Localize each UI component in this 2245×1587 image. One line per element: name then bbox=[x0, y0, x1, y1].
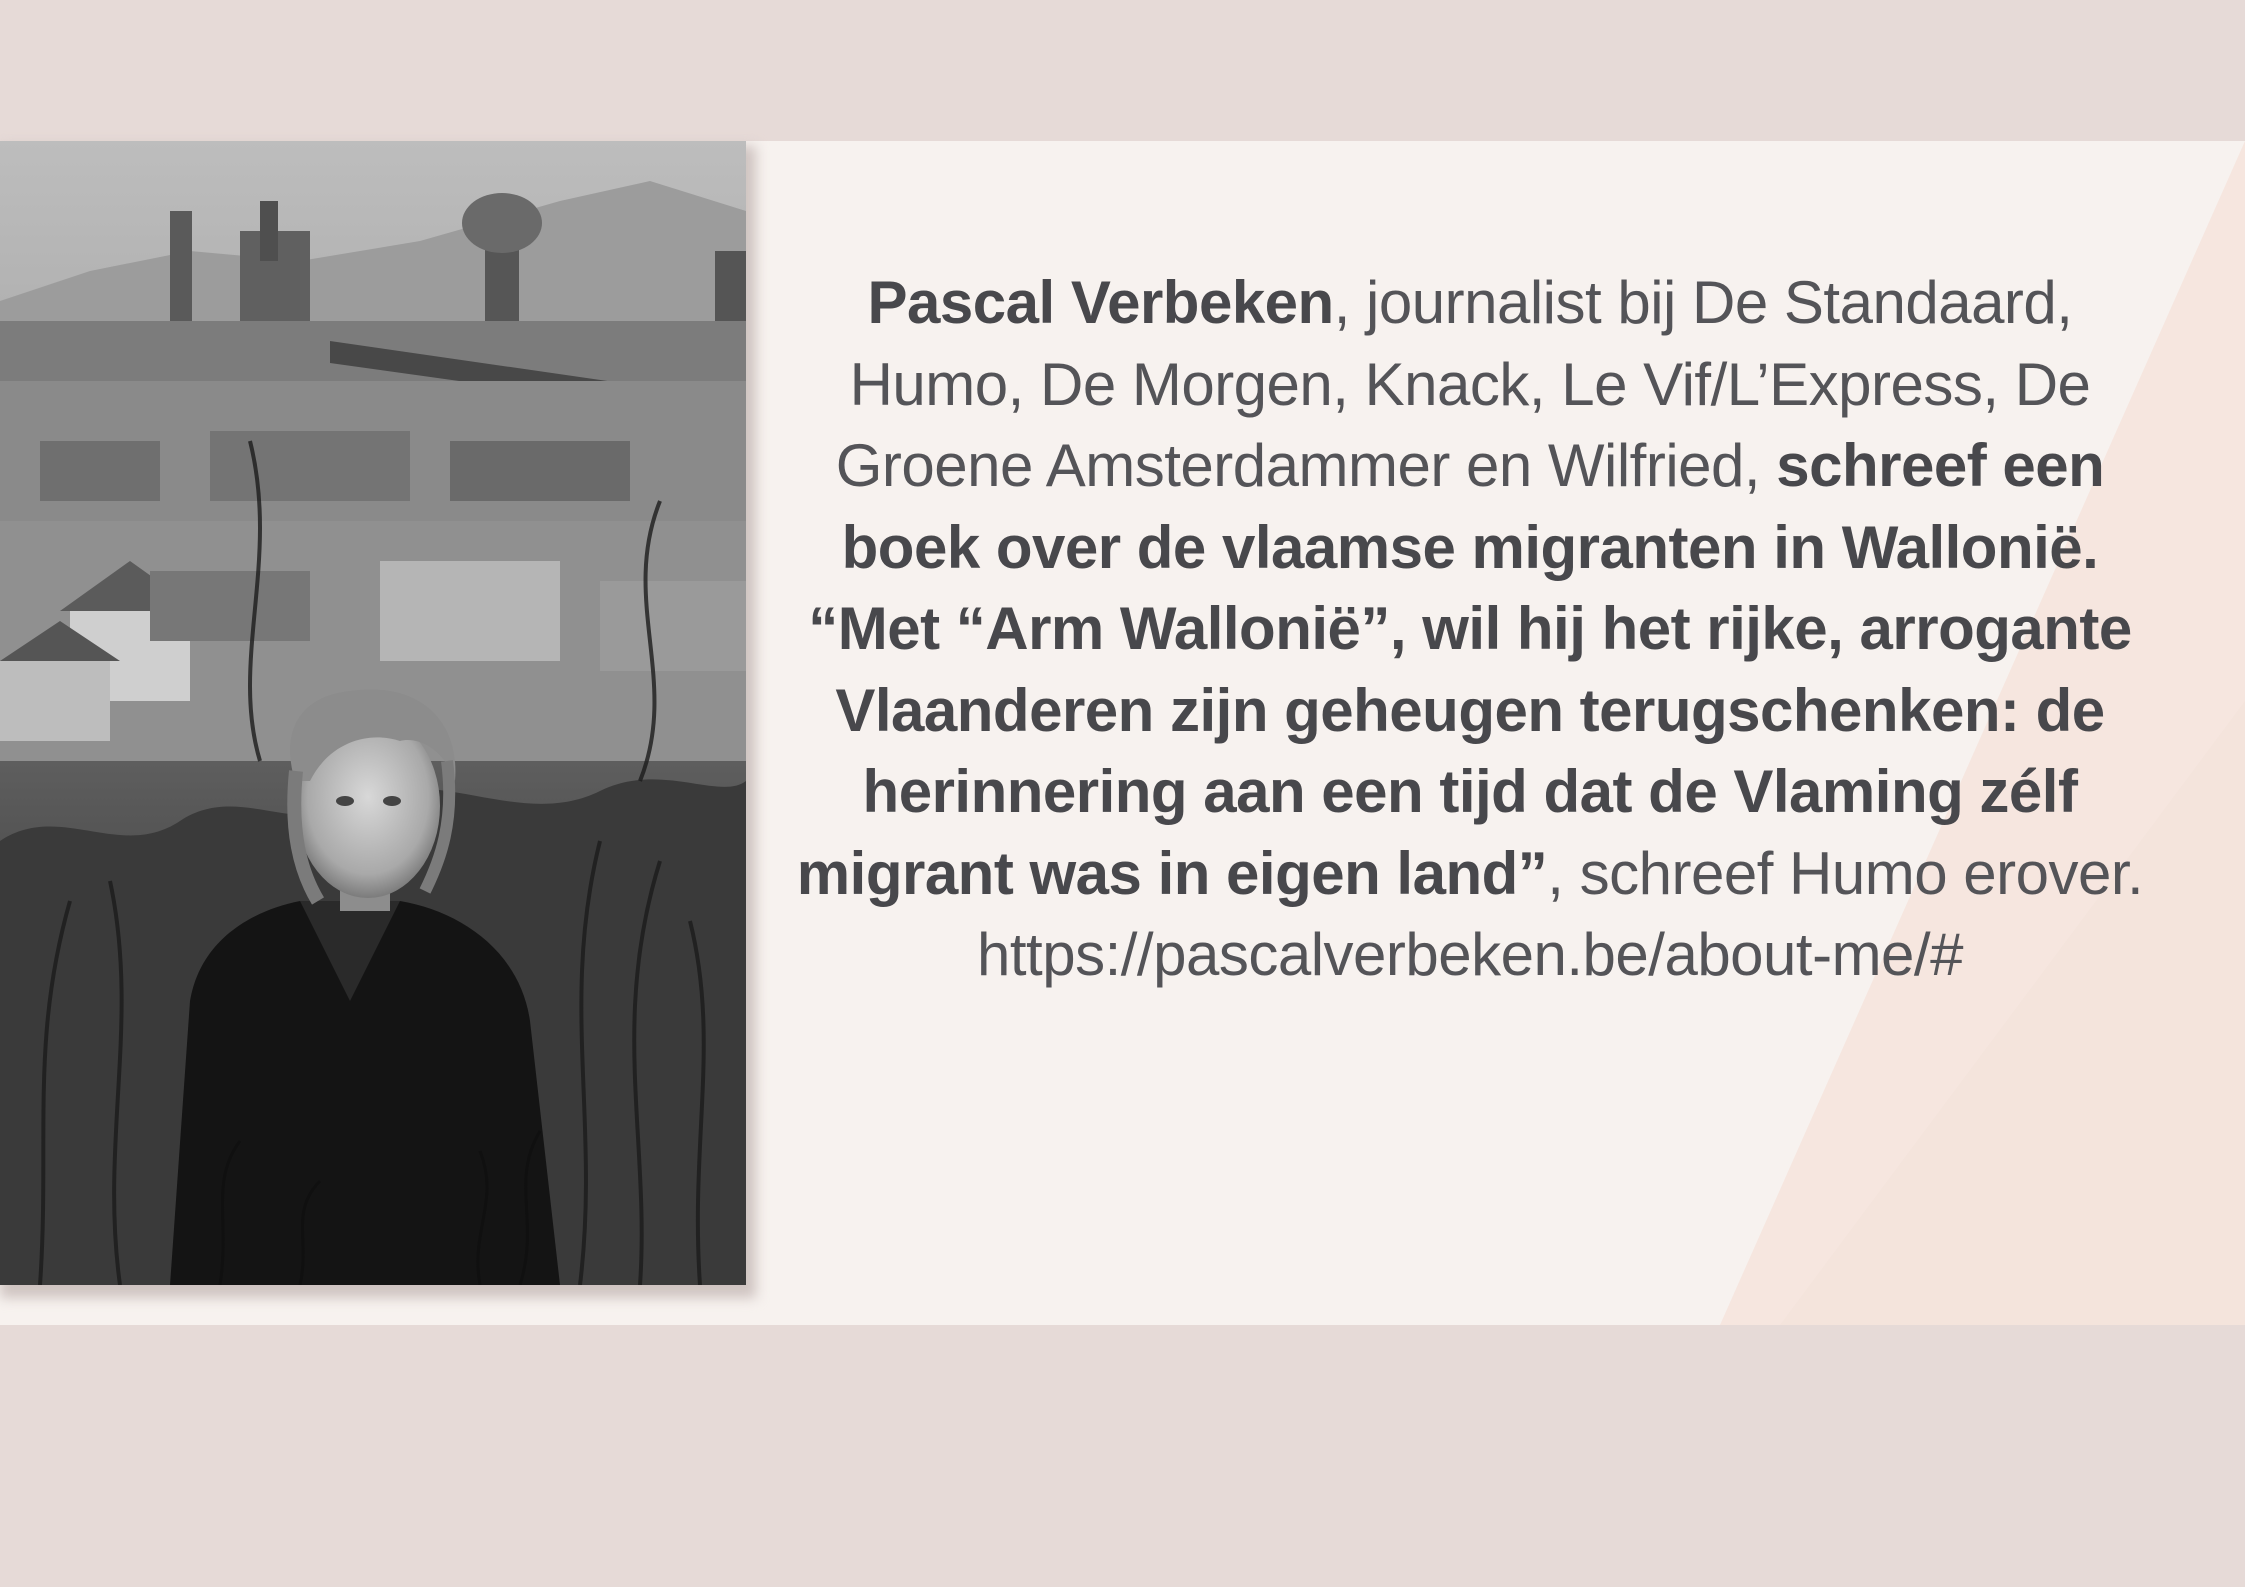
author-name: Pascal Verbeken bbox=[867, 269, 1334, 336]
quote-text bbox=[790, 262, 2150, 996]
quote-intro: , journalist bij De Standaard, Humo, De Morgen, Knack, Le Vif/L’Express, De Groene Amsterdammer en Wilfried, bbox=[835, 269, 2091, 499]
quote-bold-text: schreef een boek over de vlaamse migranten in Wallonië. “Met “Arm Wallonië”, wil hij het rijke, arrogante Vlaanderen zijn geheugen terugschenken: de herinnering aan een tijd dat de Vlaming zélf migrant was in eigen land” bbox=[796, 432, 2132, 907]
portrait-photo bbox=[0, 141, 746, 1285]
quote-outro: , schreef Humo erover. bbox=[1547, 839, 2144, 907]
source-url-link[interactable]: https://pascalverbeken.be/about-me/# bbox=[977, 921, 1963, 988]
